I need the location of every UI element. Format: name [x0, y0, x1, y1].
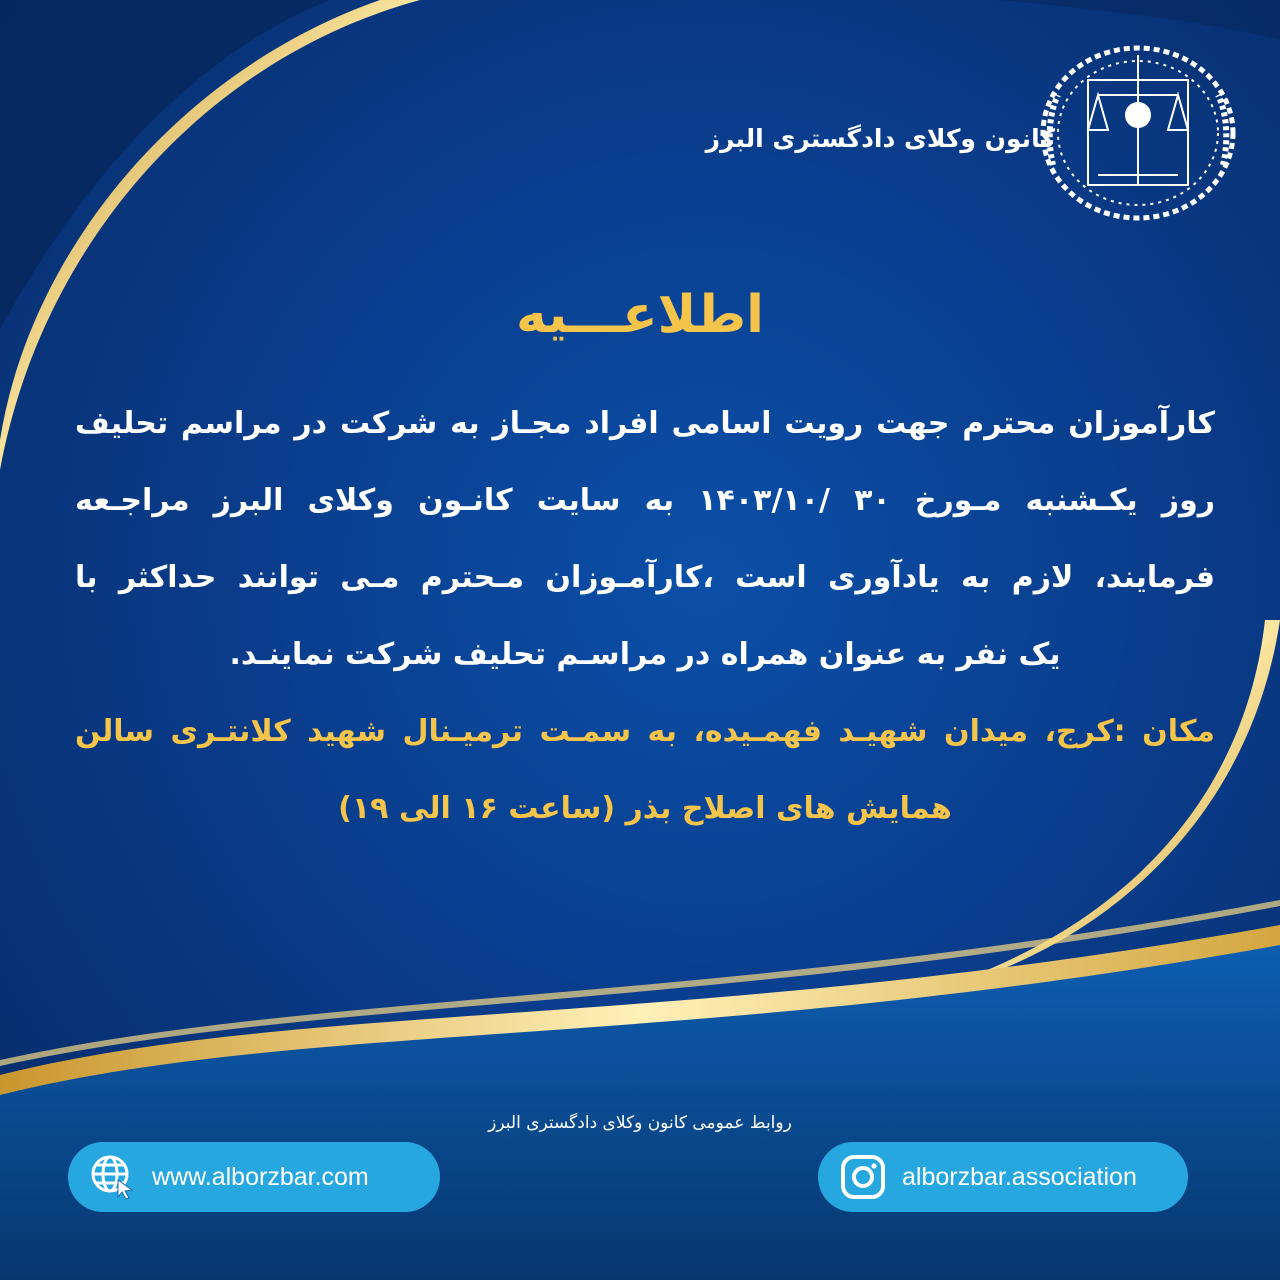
top-right-corner: [1000, 0, 1280, 40]
website-label: www.alborzbar.com: [152, 1162, 369, 1191]
location-line: همایش های اصلاح بذر (ساعت ۱۶ الی ۱۹): [338, 791, 952, 826]
website-link[interactable]: [68, 1142, 440, 1212]
instagram-label: alborzbar.association: [902, 1162, 1137, 1191]
footer-band: [0, 930, 1280, 1280]
notice-body: [75, 385, 1215, 847]
notice-line: روز یکـشنبه مـورخ ۳۰ /۱۴۰۳/۱۰ به سایت کانـون وکلای البرز مراجـعه: [75, 483, 1215, 518]
organization-name: کانون وکلای دادگستری البرز: [705, 124, 1055, 153]
notice-line: یک نفر به عنوان همراه در مراسـم تحلیف شرکت نماینـد.: [229, 637, 1061, 672]
notice-line: فرمایند، لازم به یادآوری است ،کارآمـوزان مـحترم مـی توانند حداکثر با: [75, 560, 1215, 595]
instagram-icon: [838, 1152, 888, 1202]
globe-cursor-icon: [88, 1152, 138, 1202]
instagram-link[interactable]: [818, 1142, 1188, 1212]
notice-title: اطلاعـــیه: [516, 285, 764, 345]
notice-line: کارآموزان محترم جهت رویت اسامی افراد مجـاز به شرکت در مراسم تحلیف: [75, 406, 1215, 441]
scales-of-justice-wreath-emblem: [1028, 35, 1248, 230]
location-line: مکان :کرج، میدان شهیـد فهمـیده، به سمـت ترمیـنال شهید کلانتـری سالن: [75, 714, 1215, 749]
footer-caption: روابط عمومی کانون وکلای دادگستری البرز: [488, 1113, 792, 1133]
